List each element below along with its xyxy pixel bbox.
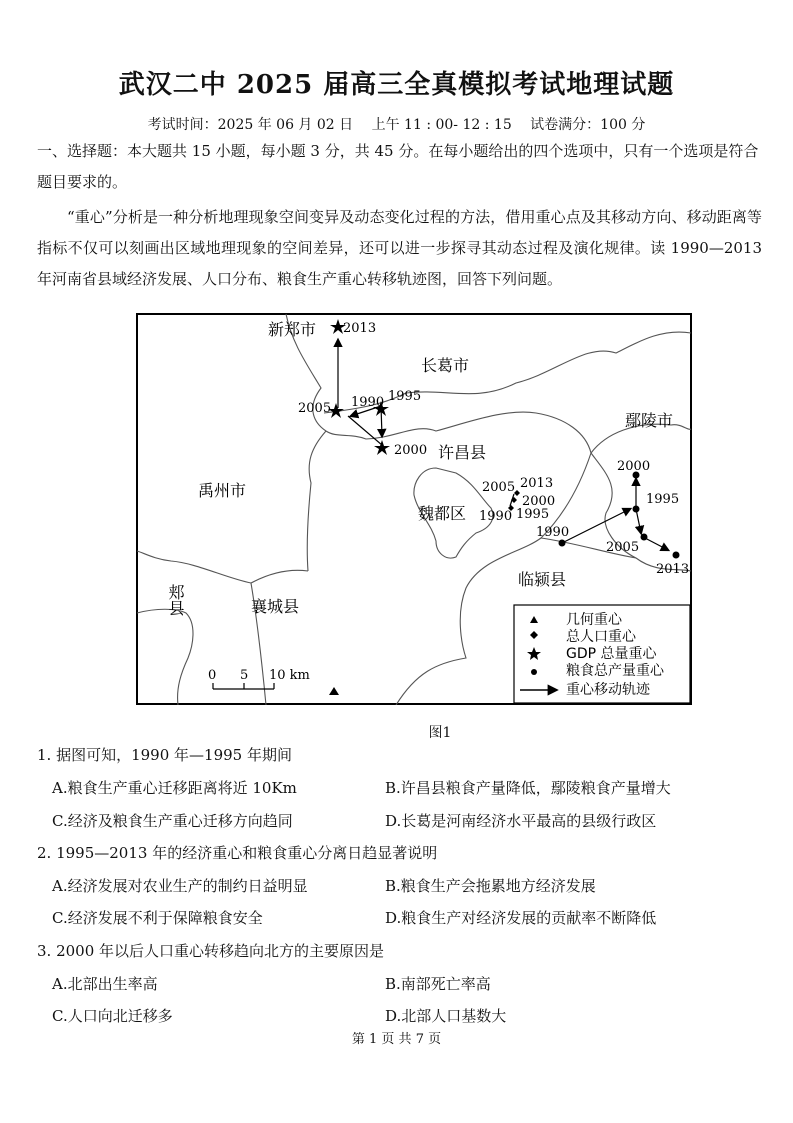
scale-label-0: 0: [208, 668, 217, 683]
question-1-option-d[interactable]: D.长葛是河南经济水平最高的县级行政区: [385, 812, 657, 830]
question-3-option-d[interactable]: D.北部人口基数大: [385, 1007, 507, 1025]
scale-label-5: 5: [240, 668, 249, 683]
grain-point-2013: [673, 552, 680, 559]
grain-point-1995: [633, 506, 640, 513]
page-footer: 第 1 页 共 7 页: [351, 1032, 442, 1047]
question-3-option-b[interactable]: B.南部死亡率高: [385, 975, 491, 993]
centroid-map-figure: [136, 313, 692, 705]
section-heading: 一、选择题：本大题共 15 小题，每小题 3 分，共 45 分。在每小题给出的四个选项中，只有一个选项是符合题目要求的。: [37, 142, 759, 191]
question-2-option-b[interactable]: B.粮食生产会拖累地方经济发展: [385, 877, 596, 895]
year-label-grain-2000: 2000: [617, 459, 651, 474]
label-xuchang: 许昌县: [438, 443, 487, 462]
intro-paragraph: “重心”分析是一种分析地理现象空间变异及动态变化过程的方法，借用重心点及其移动方向、移动距离等指标不仅可以刻画出区域地理现象的空间差异，还可以进一步探寻其动态过程及演化规律。读 1990—2013 年河南省县域经济发展、人口分布、粮食生产重心转移轨迹图，回答下列问题。: [37, 208, 762, 288]
year-label-pop-2005: 2005: [482, 480, 516, 495]
page-title: 武汉二中 2025 届高三全真模拟考试地理试题: [118, 70, 675, 100]
year-label-pop-2000: 2000: [522, 494, 556, 509]
year-label-grain-2013: 2013: [656, 562, 690, 577]
question-1-option-c[interactable]: C.经济及粮食生产重心迁移方向趋同: [52, 812, 293, 830]
year-label-grain-1995: 1995: [646, 492, 680, 507]
question-1-option-b[interactable]: B.许昌县粮食产量降低，鄢陵粮食产量增大: [385, 779, 671, 797]
legend-grain-label: 粮食总产量重心: [566, 663, 664, 679]
map-legend: [514, 605, 690, 703]
scale-label-10: 10 km: [269, 668, 310, 683]
label-linying: 临颍县: [518, 570, 567, 589]
question-3-option-a[interactable]: A.北部出生率高: [52, 975, 158, 993]
year-label-gdp-1995: 1995: [388, 389, 422, 404]
legend-grain-icon: [531, 669, 537, 675]
label-weidu: 魏都区: [418, 504, 467, 523]
legend-geometric-label: 几何重心: [566, 612, 622, 628]
label-xiangcheng: 襄城县: [251, 597, 300, 616]
question-2-option-c[interactable]: C.经济发展不利于保障粮食安全: [52, 909, 263, 927]
year-label-gdp-2013: 2013: [343, 321, 377, 336]
year-label-gdp-1990: 1990: [351, 395, 385, 410]
question-2-option-a[interactable]: A.经济发展对农业生产的制约日益明显: [52, 877, 308, 895]
question-3-stem: 3. 2000 年以后人口重心转移趋向北方的主要原因是: [37, 942, 385, 960]
year-label-grain-2005: 2005: [606, 540, 640, 555]
label-xinzheng: 新郑市: [268, 320, 317, 339]
year-label-pop-2013: 2013: [520, 476, 554, 491]
year-label-gdp-2000: 2000: [394, 443, 428, 458]
label-jia-text: 郏县: [153, 584, 185, 603]
label-changge: 长葛市: [421, 356, 470, 375]
exam-info: 考试时间：2025 年 06 月 02 日 上午 11 : 00- 12 : 15 试卷满分：100 分: [147, 117, 646, 133]
legend-gdp-label: GDP 总量重心: [566, 646, 657, 662]
year-label-grain-1990: 1990: [536, 525, 570, 540]
legend-trajectory-label: 重心移动轨迹: [566, 682, 650, 698]
grain-point-2005: [641, 534, 648, 541]
label-yanling: 鄢陵市: [625, 411, 674, 430]
question-2-stem: 2. 1995—2013 年的经济重心和粮食重心分离日趋显著说明: [37, 844, 438, 862]
grain-point-1990: [559, 540, 566, 547]
question-1-option-a[interactable]: A.粮食生产重心迁移距离将近 10Km: [52, 779, 297, 797]
year-label-pop-1995: 1995: [516, 507, 550, 522]
question-3-option-c[interactable]: C.人口向北迁移多: [52, 1007, 173, 1025]
question-2-option-d[interactable]: D.粮食生产对经济发展的贡献率不断降低: [385, 909, 657, 927]
legend-population-label: 总人口重心: [566, 629, 636, 645]
label-yuzhou: 禹州市: [198, 481, 247, 500]
figure-caption: 图1: [428, 725, 452, 741]
year-label-gdp-2005: 2005: [298, 401, 332, 416]
year-label-pop-1990: 1990: [479, 509, 513, 524]
question-1-stem: 1. 据图可知，1990 年—1995 年期间: [37, 746, 292, 764]
